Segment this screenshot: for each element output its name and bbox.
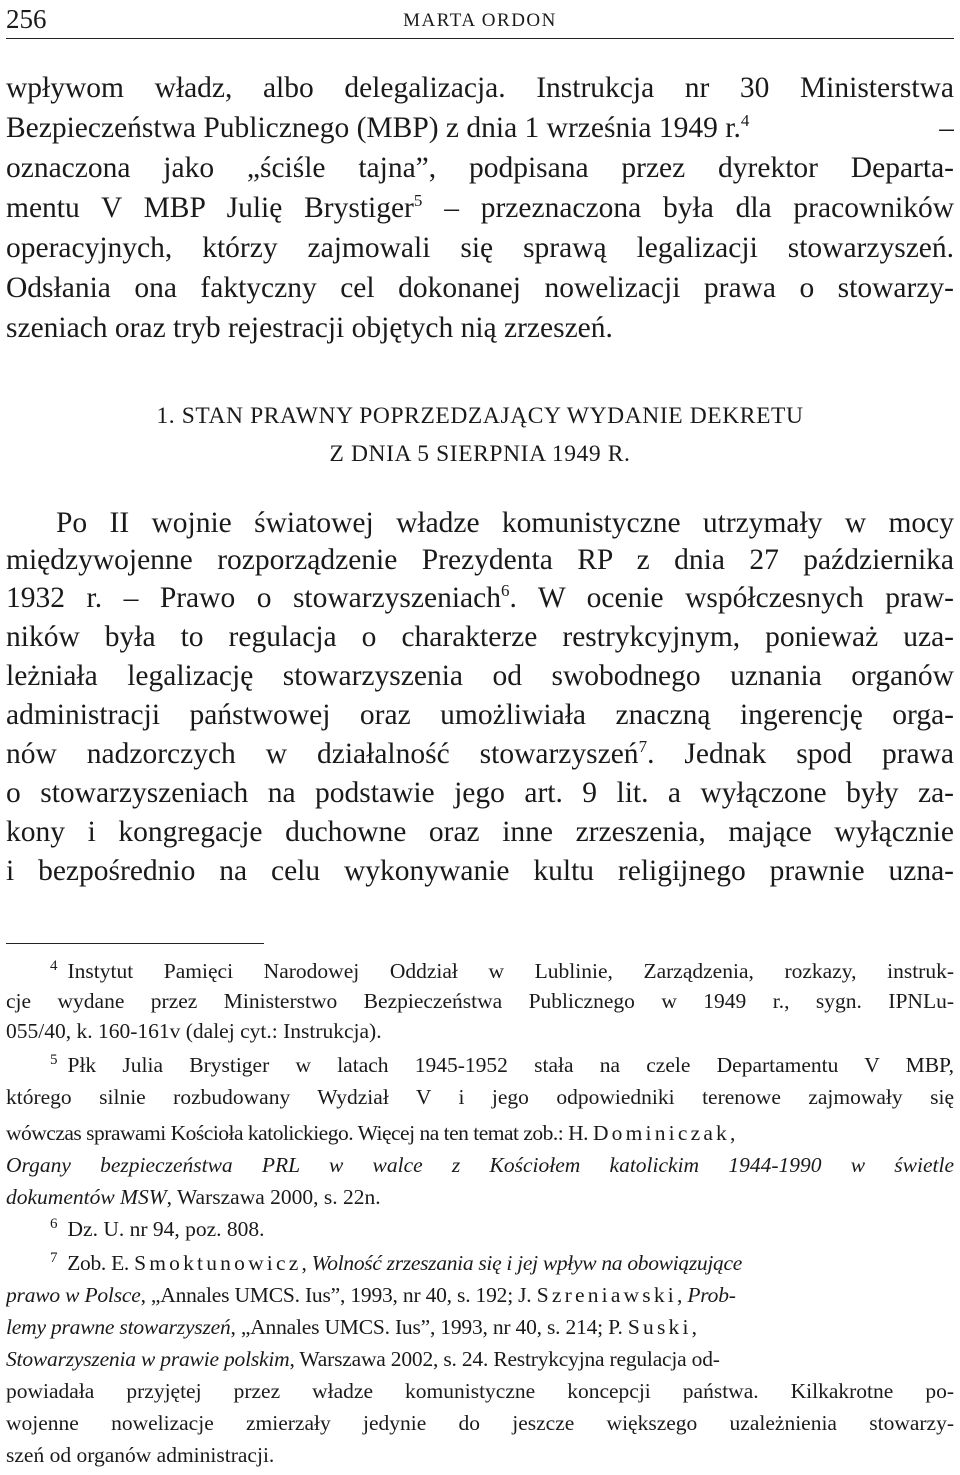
footnote-ref-6[interactable]: 6 [500, 581, 510, 601]
text-line: szeniach oraz tryb rejestracji objętych nią zrzeszeń. [6, 312, 613, 344]
text-line: kony i kongregacje duchowne oraz inne zrzeszenia, mające wyłącznie [6, 816, 954, 848]
text-line: operacyjnych, którzy zajmowali się sprawą legalizacji stowarzyszeń. [6, 232, 954, 264]
text-span: – przeznaczona była dla pracowników [444, 192, 954, 224]
text-span: . Jednak spod prawa [647, 738, 954, 770]
text-line: administracji państwowej oraz umożliwiała znaczną ingerencję orga- [6, 699, 954, 731]
text-span: 1932 r. – Prawo o stowarzyszeniach [6, 582, 501, 614]
text-line: międzywojenne rozporządzenie Prezydenta RP z dnia 27 października [6, 544, 954, 576]
article-title: Wolność zrzeszania się i jej wpływ na obowiązujące [311, 1251, 742, 1275]
text-line [6, 188, 954, 228]
footnote-rule [6, 943, 264, 944]
footnote-line [6, 1118, 954, 1148]
text-span: . W ocenie współczesnych praw- [509, 582, 954, 614]
heading-line-1: 1. STAN PRAWNY POPRZEDZAJĄCY WYDANIE DEKRETU [156, 403, 804, 429]
text-span: nów nadzorczych w działalność stowarzyszeń [6, 738, 639, 770]
text-line: leżniała legalizację stowarzyszenia od swobodnego uznania organów [6, 660, 954, 692]
footnote-ref-7[interactable]: 7 [638, 737, 648, 757]
text-line: wpływom władz, albo delegalizacja. Instrukcja nr 30 Ministerstwa [6, 72, 954, 104]
text-span: Zob. E. [67, 1251, 129, 1275]
footnote-line: $^7$ Zob. E. Smoktunowicz, Wolność zrzeszania się i jej wpływ na obowiązujące [50, 1249, 742, 1275]
text-span: wówczas sprawami Kościoła katolickiego. Więcej na ten temat zob.: H. [6, 1121, 589, 1145]
footnote-line: szeń od organów administracji. [6, 1443, 275, 1467]
footnote-line: Organy bezpieczeństwa PRL w walce z Kościołem katolickim 1944-1990 w świetle [6, 1153, 954, 1177]
text-span: , „Annales UMCS. Ius”, 1993, nr 40, s. 214; P. [230, 1315, 623, 1339]
author-name: Smoktunowicz [134, 1251, 302, 1275]
text-span: mentu V MBP Julię Brystiger [6, 192, 414, 224]
footnote-line: wojenne nowelizacje zmierzały jedynie do jeszcze większego uzależnienia stowarzy- [6, 1411, 954, 1435]
article-title: Prob- [687, 1283, 736, 1307]
text-line [6, 108, 954, 148]
heading-line-2: Z DNIA 5 SIERPNIA 1949 R. [329, 441, 631, 467]
running-head [6, 2, 954, 39]
footnote-line: którego silnie rozbudowany Wydział V i jego odpowiedniki terenowe zajmowały się [6, 1085, 954, 1109]
article-title: lemy prawne stowarzyszeń [6, 1315, 231, 1339]
text-span: – [939, 112, 954, 144]
footnote-number: 7 [50, 1249, 58, 1266]
text-span: , Warszawa 2000, s. 22n. [166, 1185, 381, 1209]
book-title: Stowarzyszenia w prawie polskim [6, 1347, 290, 1371]
text-line: o stowarzyszeniach na podstawie jego art. 9 lit. a wyłączone były za- [6, 777, 954, 809]
footnote-ref-5[interactable]: 5 [413, 191, 423, 211]
footnote-ref-4[interactable]: 4 [740, 111, 750, 131]
text-line: ników była to regulacja o charakterze restrykcyjnym, ponieważ uza- [6, 621, 954, 653]
footnote-number: 5 [50, 1051, 58, 1068]
page-number: 256 [6, 4, 47, 34]
footnote-line [6, 1182, 954, 1212]
footnote-line: cje wydane przez Ministerstwo Bezpieczeństwa Publicznego w 1949 r., sygn. IPNLu- [6, 989, 954, 1013]
author-name: Suski [627, 1315, 692, 1339]
footnote-line [6, 1344, 954, 1374]
text-line [6, 578, 954, 618]
footnote-line: 055/40, k. 160-161v (dalej cyt.: Instrukcja). [6, 1019, 382, 1043]
author-name: Dominiczak, [592, 1121, 739, 1145]
footnote-number: 4 [50, 957, 58, 974]
article-title: prawo w Polsce [6, 1283, 141, 1307]
author-name: Szreniawski [536, 1283, 677, 1307]
footnote-line: lemy prawne stowarzyszeń, „Annales UMCS. Ius”, 1993, nr 40, s. 214; P. Suski, [6, 1315, 697, 1339]
text-span: Bezpieczeństwa Publicznego (MBP) z dnia 1 września 1949 r. [6, 112, 741, 144]
text-line: Odsłania ona faktyczny cel dokonanej nowelizacji prawa o stowarzy- [6, 272, 954, 304]
text-line: Po II wojnie światowej władze komunistyczne utrzymały w mocy [56, 507, 954, 539]
footnote-line [6, 1214, 954, 1244]
text-span: , Warszawa 2002, s. 24. Restrykcyjna regulacja od- [289, 1347, 720, 1371]
text-line: oznaczona jako „ściśle tajna”, podpisana przez dyrektor Departa- [6, 152, 954, 184]
text-span: Instytut Pamięci Narodowej Oddział w Lublinie, Zarządzenia, rozkazy, instruk- [67, 959, 954, 983]
text-span: Płk Julia Brystiger w latach 1945-1952 stała na czele Departamentu V MBP, [67, 1053, 954, 1077]
text-line [6, 734, 954, 774]
footnote-line [6, 956, 954, 986]
footnote-line: powiadała przyjętej przez władze komunistyczne koncepcji państwa. Kilkakrotne po- [6, 1379, 954, 1403]
footnote-line: prawo w Polsce, „Annales UMCS. Ius”, 1993, nr 40, s. 192; J. Szreniawski, Prob- [6, 1283, 736, 1307]
text-span: Dz. U. nr 94, poz. 808. [67, 1217, 265, 1241]
book-title: dokumentów MSW [6, 1185, 167, 1209]
text-span: , „Annales UMCS. Ius”, 1993, nr 40, s. 192; J. [140, 1283, 532, 1307]
running-head-author: MARTA ORDON [403, 10, 557, 31]
text-line: i bezpośrednio na celu wykonywanie kultu religijnego prawnie uzna- [6, 855, 954, 887]
footnote-number: 6 [50, 1215, 58, 1232]
footnote-line [6, 1050, 954, 1080]
